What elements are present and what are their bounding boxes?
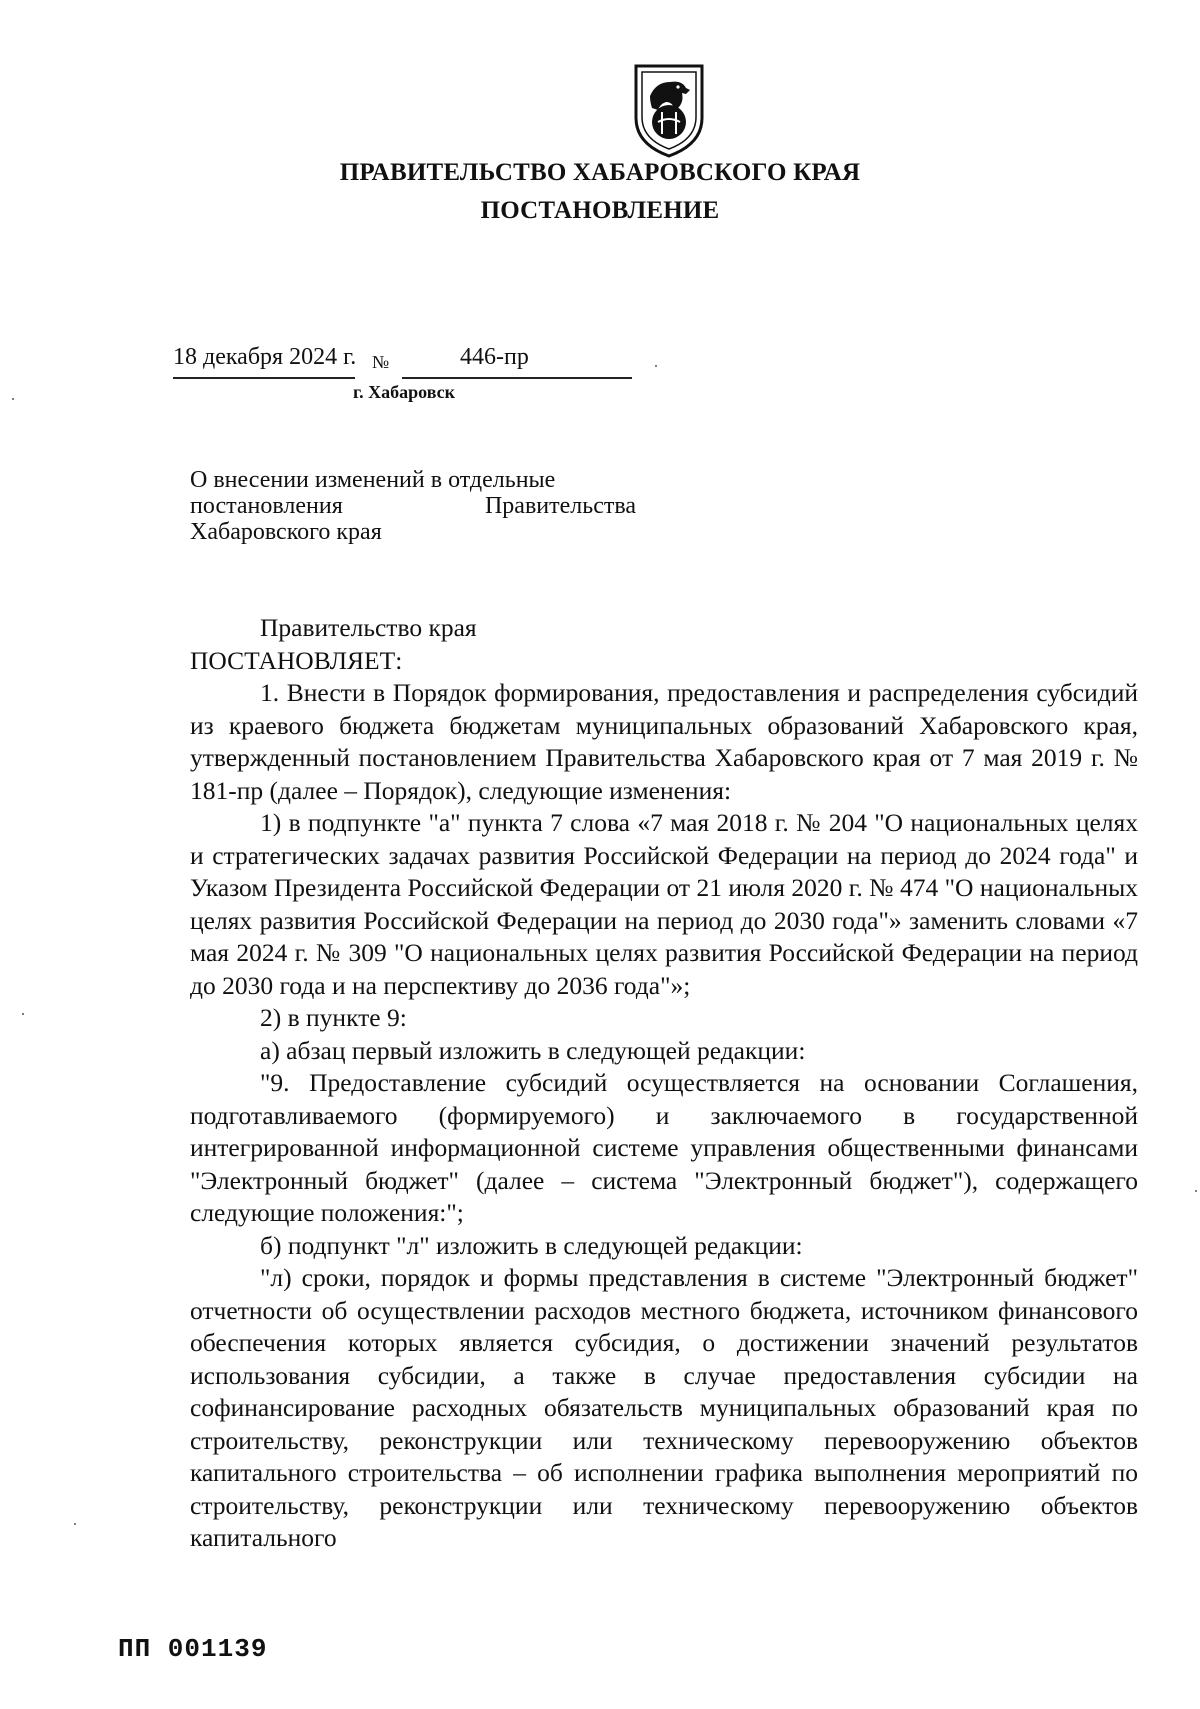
scan-speck [1195, 1190, 1197, 1192]
number-sign: № [372, 352, 390, 372]
paragraph-1-2-a: а) абзац первый изложить в следующей редакции: [260, 1035, 806, 1065]
body-decree: ПОСТАНОВЛЯЕТ: [190, 645, 403, 675]
subject-line-3: Хабаровского края [190, 519, 382, 545]
scan-speck [74, 1523, 76, 1525]
date-underline [173, 377, 355, 379]
document-body [190, 612, 1138, 1555]
document-date: 18 декабря 2024 г. [173, 344, 357, 370]
document-subject [190, 467, 636, 545]
subject-line-2b: Правительства [484, 493, 636, 519]
document-number: 446-пр [460, 344, 529, 370]
subject-line-1: О внесении изменений в отдельные [190, 467, 556, 493]
city-label: г. Хабаровск [353, 382, 456, 402]
form-serial-number: ПП 001139 [118, 1634, 268, 1664]
paragraph-1: 1. Внести в Порядок формирования, предоставления и распределения субсидий из краевого бюджета бюджетам муниципальных образований Хабаровского края, утвержденный постановлением Правительства Хабаровского края от 7 мая 2019 г. № 181-пр (далее – Порядок), следующие изменения: [190, 678, 1138, 805]
government-title: ПРАВИТЕЛЬСТВО ХАБАРОВСКОГО КРАЯ [339, 159, 861, 186]
scan-speck [22, 1013, 24, 1015]
paragraph-quote-l: "л) сроки, порядок и формы представления в системе "Электронный бюджет" отчетности об осуществлении расходов местного бюджета, источником финансового обеспечения которых является субсидия, о достижении значений результатов использования субсидии, а также в случае предоставления субсидии на софинансирование расходных обязательств муниципальных образований края по строительству, реконструкции или техническому перевооружению объектов капитального строительства – об исполнении графика выполнения мероприятий по строительству, реконструкции или техническому перевооружению объектов капитального [190, 1263, 1138, 1552]
number-underline [402, 377, 632, 379]
paragraph-1-2: 2) в пункте 9: [260, 1003, 407, 1032]
subject-line-2a: постановления [190, 493, 343, 519]
body-intro: Правительство края [260, 613, 477, 642]
document-type-title: ПОСТАНОВЛЕНИЕ [480, 197, 720, 224]
khabarovsk-coat-of-arms-icon [628, 60, 710, 160]
paragraph-1-1: 1) в подпункте "а" пункта 7 слова «7 мая 2018 г. № 204 "О национальных целях и стратегических задачах развития Российской Федерации на период до 2024 года" и Указом Президента Российской Федерации от 21 июля 2020 г. № 474 "О национальных целях развития Российской Федерации на период до 2030 года"» заменить словами «7 мая 2024 г. № 309 "О национальных целях развития Российской Федерации на период до 2030 года и на перспективу до 2036 года"»; [190, 808, 1138, 1000]
scan-speck [12, 398, 14, 400]
subject-line-2 [190, 493, 636, 519]
paragraph-1-2-b: б) подпункт "л" изложить в следующей редакции: [260, 1230, 803, 1260]
scan-speck [655, 365, 657, 367]
paragraph-quote-9: "9. Предоставление субсидий осуществляется на основании Соглашения, подготавливаемого (формируемого) и заключаемого в государственной интегрированной информационной системе управления общественными финансами "Электронный бюджет" (далее – система "Электронный бюджет"), содержащего следующие положения:"; [190, 1068, 1138, 1227]
